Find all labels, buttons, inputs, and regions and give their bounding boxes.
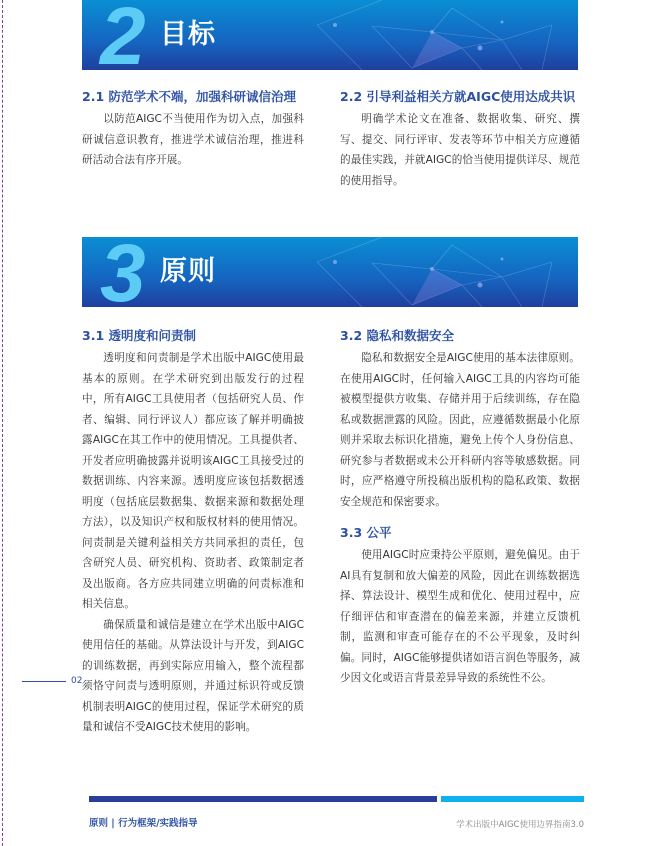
section-3-banner — [82, 228, 578, 319]
heading-3-3: 3.3 公平 — [340, 525, 392, 540]
network-pattern — [82, 237, 578, 307]
section-number: 2 — [100, 0, 146, 82]
page-edge-guide — [2, 0, 3, 846]
paragraph-2-2: 明确学术论文在准备、数据收集、研究、撰写、提交、同行评审、发表等环节中相关方应遵循的最佳实践，并就AIGC的恰当使用提供详尽、规范的使用指导。 — [340, 113, 580, 187]
heading-2-2: 2.2 引导利益相关方就AIGC使用达成共识 — [340, 89, 576, 104]
section-title: 目标 — [160, 19, 216, 50]
heading-3-2: 3.2 隐私和数据安全 — [340, 328, 454, 343]
section-2-left-column — [82, 88, 304, 171]
heading-2-1: 2.1 防范学术不端，加强科研诚信治理 — [82, 89, 296, 104]
section-3-left-column — [82, 327, 304, 738]
paragraph-3-2: 隐私和数据安全是AIGC使用的基本法律原则。在使用AIGC时，任何输入AIGC工具的内容均可能被模型提供方收集、存储并用于后续训练，存在隐私或数据泄露的风险。因此，应遵循数据最小化原则并采取去标识化措施，避免上传个人身份信息、研究参与者数据或未公开科研内容等敏感数据。同时，应严格遵守所投稿出版机构的隐私政策、数据安全规范和保密要求。 — [340, 352, 580, 508]
heading-3-1: 3.1 透明度和问责制 — [82, 328, 196, 343]
page-content — [82, 0, 580, 738]
section-number: 3 — [100, 228, 146, 319]
paragraph-3-1a: 透明度和问责制是学术出版中AIGC使用最基本的原则。在学术研究到出版发行的过程中，所有AIGC工具使用者（包括研究人员、作者、编辑、同行评议人）都应该了解并明确披露AIGC在其工作中的使用情况。工具提供者、开发者应明确披露并说明该AIGC工具接受过的数据训练、内容来源。透明度应该包括数据透明度（包括底层数据集、数据来源和数据处理方法），以及知识产权和版权材料的使用情况。问责制是关键利益相关方共同承担的责任，包含研究人员、研究机构、资助者、政策制定者及出版商。各方应共同建立明确的问责标准和相关信息。 — [82, 352, 304, 610]
section-title: 原则 — [160, 256, 216, 287]
paragraph-3-3: 使用AIGC时应秉持公平原则，避免偏见。由于AI具有复制和放大偏差的风险，因此在训练数据选择、算法设计、模型生成和优化、使用过程中，应仔细评估和审查潜在的偏差来源，并建立反馈机制，监测和审查可能存在的不公平现象，及时纠偏。同时，AIGC能够提供诸如语言润色等服务，减少因文化或语言背景差异导致的系统性不公。 — [340, 549, 580, 684]
footer-section-label: 原则 | 行为框架/实践指导 — [89, 818, 198, 829]
paragraph-3-1b: 确保质量和诚信是建立在学术出版中AIGC使用信任的基础。从算法设计与开发，到AIGC的训练数据，再到实际应用输入，整个流程都须恪守问责与透明原则，并通过标识符或反馈机制表明AIGC的使用过程，保证学术研究的质量和诚信不受AIGC技术使用的影响。 — [82, 618, 304, 733]
page-number: 02 — [71, 676, 83, 686]
network-pattern — [82, 0, 578, 70]
page-number-rule — [22, 681, 66, 682]
footer-bar-light — [441, 796, 584, 802]
paragraph-2-1: 以防范AIGC不当使用作为切入点，加强科研诚信意识教育，推进学术诚信治理，推进科研活动合法有序开展。 — [82, 113, 304, 166]
section-3-columns — [82, 327, 580, 738]
footer-doc-title: 学术出版中AIGC使用边界指南3.0 — [456, 820, 584, 830]
footer-bar-dark — [89, 796, 437, 802]
section-2-banner — [82, 0, 578, 82]
section-3-right-column — [340, 327, 580, 689]
section-2-columns — [82, 88, 580, 191]
section-2-right-column — [340, 88, 580, 191]
